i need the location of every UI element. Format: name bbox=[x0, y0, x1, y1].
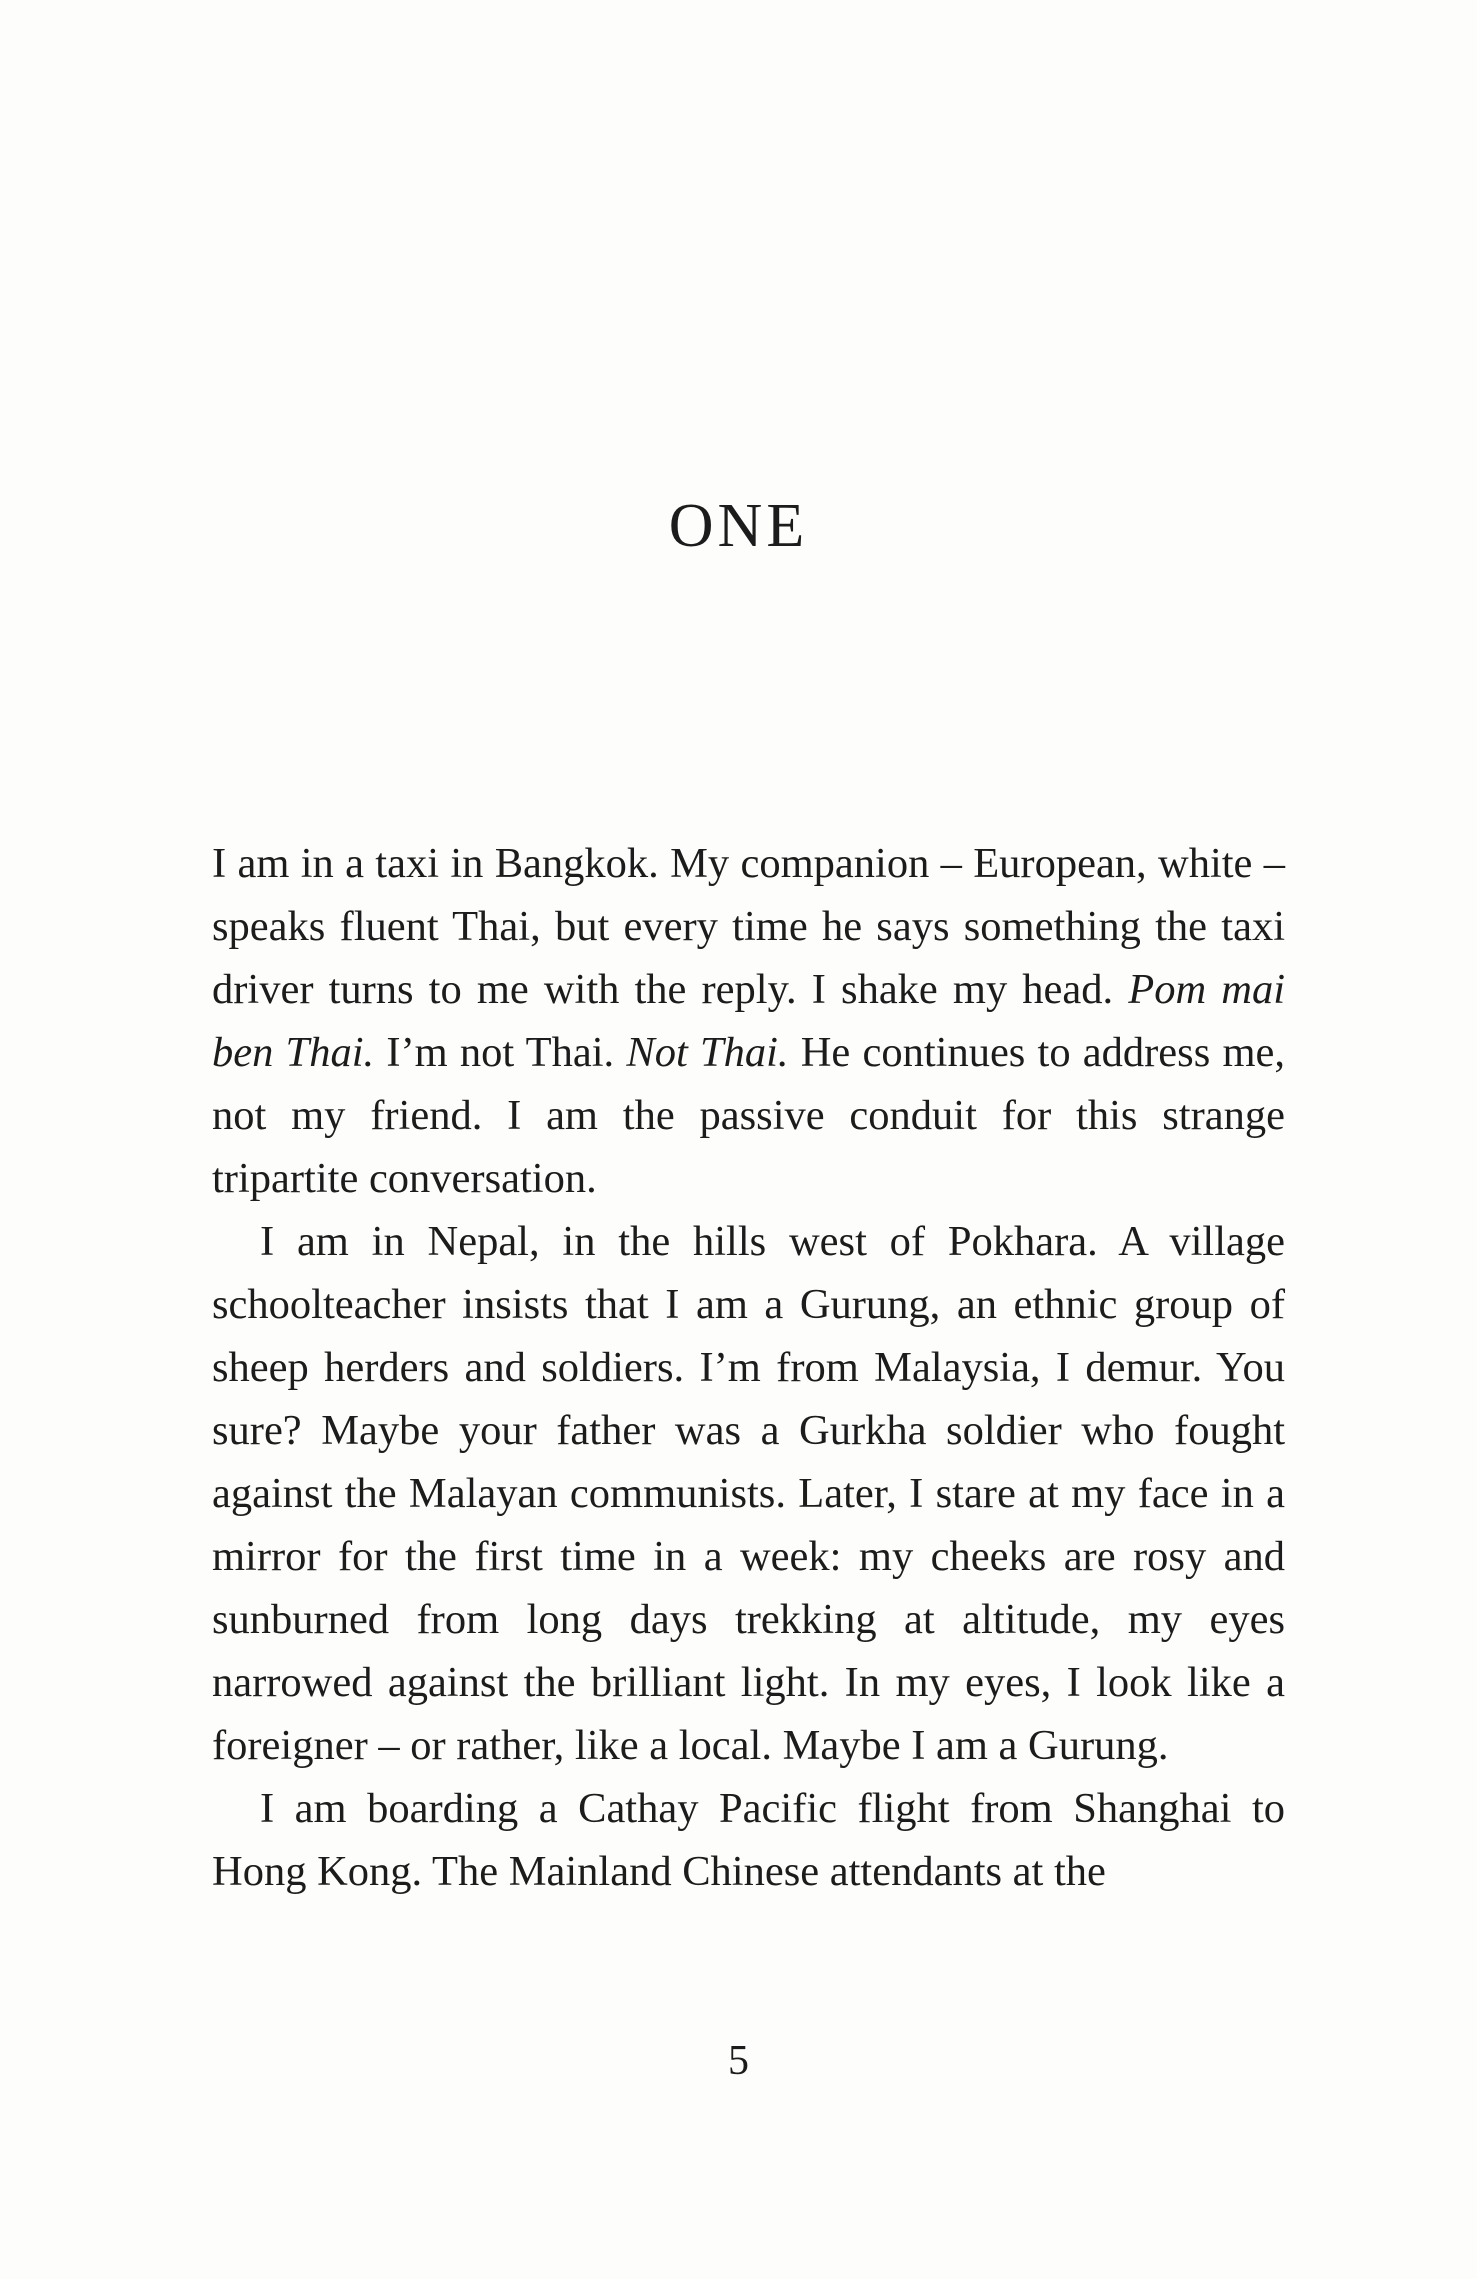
paragraph-1 bbox=[212, 832, 1285, 1210]
page-number: 5 bbox=[728, 2038, 749, 2084]
paragraph-1-italic-not-thai: Not Thai. bbox=[626, 1029, 789, 1076]
paragraph-3-segment-1: I am boarding a Cathay Pacific flight from Shanghai to Hong Kong. The Mainland Chinese attendants at the bbox=[212, 1785, 1285, 1895]
body-text bbox=[212, 832, 1285, 1903]
paragraph-1-segment-1: I am in a taxi in Bangkok. My companion – European, white – speaks fluent Thai, but every time he says something the taxi driver turns to me with the reply. I shake my head. bbox=[212, 840, 1285, 1013]
paragraph-1-italic-thai-phrase: Pom mai ben Thai. bbox=[212, 966, 1285, 1076]
chapter-title: ONE bbox=[668, 492, 809, 560]
paragraph-3 bbox=[212, 1777, 1285, 1903]
paragraph-1-segment-3: I’m not Thai. bbox=[374, 1029, 627, 1076]
paragraph-1-segment-5: He continues to address me, not my friend. I am the passive conduit for this strange tripartite conversation. bbox=[212, 1029, 1285, 1202]
paragraph-2 bbox=[212, 1210, 1285, 1777]
paragraph-2-segment-1: I am in Nepal, in the hills west of Pokhara. A village schoolteacher insists that I am a Gurung, an ethnic group of sheep herders and soldiers. I’m from Malaysia, I demur. You sure? Maybe your father was a Gurkha soldier who fought against the Malayan communists. Later, I stare at my face in a mirror for the first time in a week: my cheeks are rosy and sunburned from long days trekking at altitude, my eyes narrowed against the brilliant light. In my eyes, I look like a foreigner – or rather, like a local. Maybe I am a Gurung. bbox=[212, 1218, 1285, 1769]
